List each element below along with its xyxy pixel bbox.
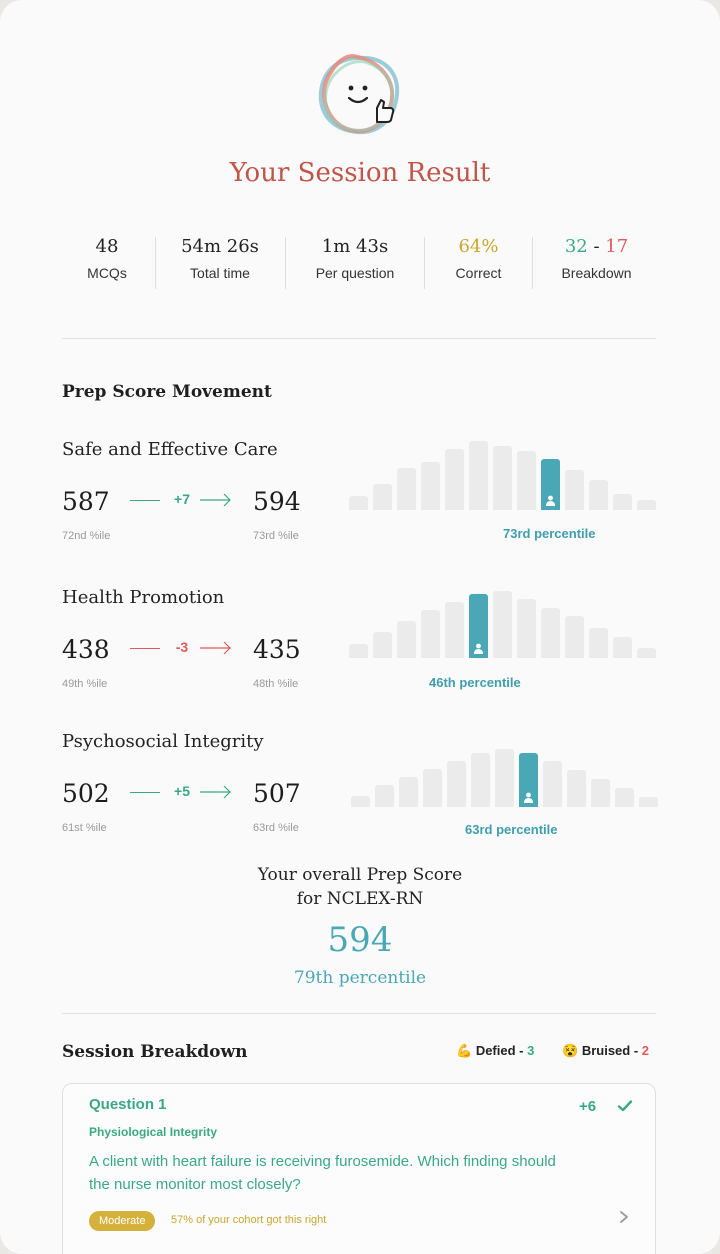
difficulty-badge: Moderate: [89, 1211, 155, 1231]
histogram-bar-you: [541, 459, 560, 510]
histogram-bar: [445, 602, 464, 658]
histogram-bar: [637, 500, 656, 510]
dizzy-face-icon: 😵: [562, 1043, 579, 1058]
divider: [62, 1013, 656, 1014]
histogram-bar: [639, 797, 658, 807]
histogram-bar: [375, 785, 394, 807]
stat-breakdown: [533, 233, 660, 289]
score-before: 502: [62, 779, 110, 808]
arrow-right-icon: [200, 638, 232, 658]
stat-value: 1m 43s: [321, 236, 389, 257]
histogram-bar: [543, 761, 562, 807]
histogram-bar: [351, 796, 370, 807]
histogram-bar: [517, 599, 536, 658]
question-topic: Physiological Integrity: [89, 1125, 218, 1139]
percentile-label: 73rd percentile: [503, 526, 596, 541]
flexed-biceps-icon: 💪: [456, 1043, 473, 1058]
percentile-histogram: [349, 430, 659, 510]
person-icon: [473, 643, 484, 654]
score-after: 435: [253, 635, 301, 664]
delta-line: [130, 500, 160, 501]
score-delta: [130, 638, 234, 658]
histogram-bar: [517, 451, 536, 510]
person-icon: [523, 792, 534, 803]
bruised-legend: [562, 1043, 649, 1059]
percentile-label: 63rd percentile: [465, 822, 558, 837]
stat-value: 54m 26s: [181, 236, 259, 257]
delta-value: +7: [174, 491, 190, 507]
histogram-bar: [493, 446, 512, 510]
question-score-delta: +6: [579, 1098, 597, 1115]
percentile-histogram: [349, 578, 659, 658]
percentile-label: 46th percentile: [429, 675, 521, 690]
percentile-after: 73rd %ile: [253, 530, 299, 542]
stat-label: Breakdown: [561, 265, 632, 281]
histogram-bar: [399, 777, 418, 807]
chevron-right-icon[interactable]: [618, 1210, 630, 1224]
histogram-bar: [589, 628, 608, 658]
histogram-bar-you: [519, 753, 538, 807]
stat-value: 48: [95, 236, 119, 257]
defied-label: Defied -: [475, 1043, 524, 1058]
delta-value: -3: [175, 639, 189, 655]
histogram-bar: [495, 749, 514, 807]
delta-value: +5: [174, 783, 190, 799]
histogram-bar: [469, 441, 488, 510]
score-before: 438: [62, 635, 110, 664]
arrow-right-icon: [200, 490, 232, 510]
percentile-before: 72nd %ile: [62, 530, 111, 542]
stat-value: [533, 233, 660, 261]
bruised-count: 2: [641, 1043, 650, 1058]
delta-line: [130, 792, 160, 793]
histogram-bar: [613, 637, 632, 658]
question-text: A client with heart failure is receiving furosemide. Which finding should the nurse monitor most closely?: [89, 1153, 556, 1193]
histogram-bar: [565, 616, 584, 658]
session-stats: [60, 233, 660, 293]
histogram-bar: [421, 462, 440, 510]
histogram-bar: [373, 484, 392, 510]
arrow-right-icon: [200, 782, 232, 802]
histogram-bar: [541, 608, 560, 658]
stat-correct: [425, 233, 532, 289]
category-name: Safe and Effective Care: [62, 439, 278, 460]
histogram-bar: [349, 644, 368, 658]
check-icon: [617, 1098, 633, 1114]
histogram-bar: [589, 480, 608, 510]
stat-label: Per question: [315, 265, 395, 281]
wrong-count: 17: [605, 236, 629, 257]
mascot-thumbs-up-logo: [313, 52, 405, 140]
defied-legend: [456, 1043, 534, 1059]
histogram-bar: [637, 648, 656, 658]
stat-label: MCQs: [87, 265, 127, 281]
histogram-bar: [471, 753, 490, 807]
page-title: Your Session Result: [229, 158, 491, 188]
histogram-bar: [591, 779, 610, 807]
overall-score-value: 594: [327, 920, 393, 960]
stat-total-time: [156, 233, 284, 289]
histogram-bar: [423, 769, 442, 807]
percentile-after: 63rd %ile: [253, 822, 299, 834]
stat-label: Correct: [455, 265, 502, 281]
overall-score-label: Your overall Prep Score: [257, 865, 463, 885]
correct-count: 32: [564, 236, 588, 257]
overall-score-exam: for NCLEX-RN: [296, 889, 424, 909]
stat-mcqs: [60, 233, 154, 289]
histogram-bar: [447, 761, 466, 807]
percentile-after: 48th %ile: [253, 678, 299, 690]
overall-percentile: 79th percentile: [293, 968, 427, 988]
score-after: 594: [253, 487, 301, 516]
histogram-bar: [565, 470, 584, 510]
histogram-bar: [613, 494, 632, 510]
score-delta: [130, 782, 234, 802]
histogram-bar: [397, 621, 416, 658]
score-before: 587: [62, 487, 110, 516]
histogram-bar: [397, 468, 416, 510]
histogram-bar: [615, 788, 634, 807]
separator: -: [593, 236, 600, 257]
question-card[interactable]: [62, 1083, 656, 1254]
score-after: 507: [253, 779, 301, 808]
category-name: Health Promotion: [62, 587, 225, 608]
histogram-bar: [567, 770, 586, 807]
score-delta: [130, 490, 234, 510]
cohort-stat: 57% of your cohort got this right: [171, 1214, 327, 1226]
delta-line: [130, 648, 160, 649]
histogram-bar: [373, 632, 392, 658]
question-title: Question 1: [89, 1096, 167, 1113]
prep-score-movement-title: Prep Score Movement: [62, 382, 272, 402]
stat-per-question: [286, 233, 424, 289]
stat-value: 64%: [458, 236, 499, 257]
histogram-bar: [493, 591, 512, 658]
divider: [62, 338, 656, 339]
defied-count: 3: [527, 1043, 535, 1058]
percentile-before: 49th %ile: [62, 678, 108, 690]
histogram-bar-you: [469, 594, 488, 658]
stat-label: Total time: [190, 265, 250, 281]
person-icon: [545, 495, 556, 506]
session-breakdown-title: Session Breakdown: [62, 1042, 248, 1062]
percentile-before: 61st %ile: [62, 822, 107, 834]
bruised-label: Bruised -: [581, 1043, 639, 1058]
category-name: Psychosocial Integrity: [62, 731, 264, 752]
histogram-bar: [421, 610, 440, 658]
histogram-bar: [445, 449, 464, 510]
percentile-histogram: [351, 727, 661, 807]
histogram-bar: [349, 496, 368, 510]
